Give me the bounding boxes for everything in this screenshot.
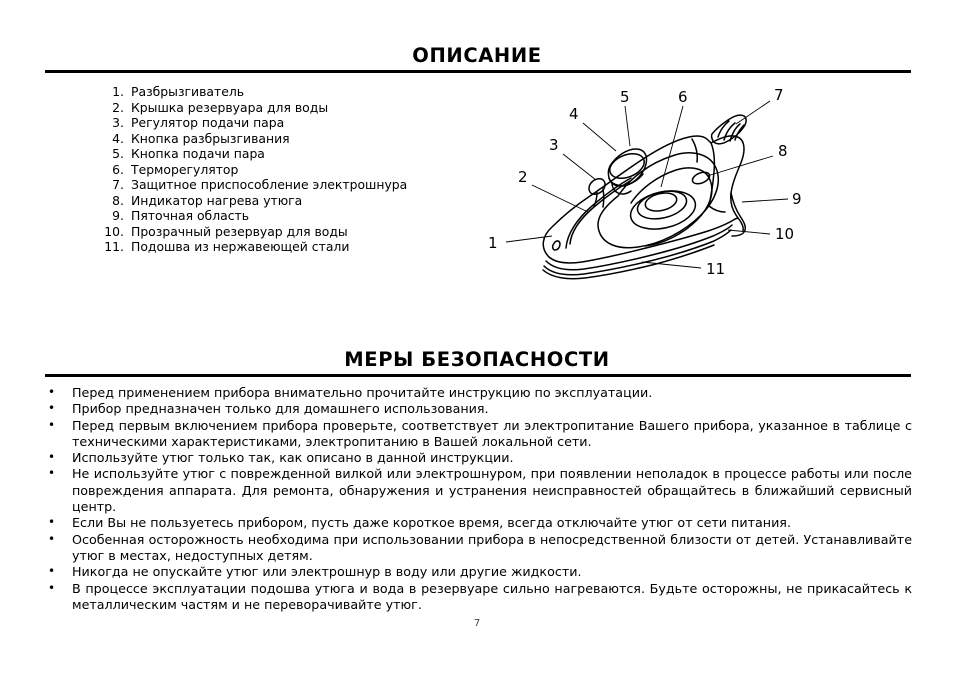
leader-line-2 (532, 185, 588, 212)
part-label: Защитное приспособление электрошнура (131, 177, 408, 193)
callout-label-10: 10 (775, 225, 795, 243)
part-number: 10. (104, 223, 124, 239)
callout-label-11: 11 (706, 260, 726, 278)
callout-label-5: 5 (620, 88, 630, 106)
callout-label-8: 8 (778, 142, 788, 160)
part-label: Регулятор подачи пара (131, 115, 285, 131)
callout-label-6: 6 (678, 88, 688, 106)
list-item: • Никогда не опускайте утюг или электрошнур в воду или другие жидкости. (44, 564, 912, 580)
part-label: Разбрызгиватель (131, 84, 245, 99)
callout-label-3: 3 (549, 136, 559, 154)
part-number: 7. (112, 177, 124, 193)
part-number: 1. (112, 84, 124, 99)
part-number: 5. (112, 146, 124, 162)
page-number: 7 (473, 618, 481, 629)
leader-line-3 (563, 154, 596, 180)
part-label: Подошва из нержавеющей стали (131, 239, 350, 255)
callout-label-4: 4 (569, 105, 579, 123)
part-number: 6. (112, 161, 124, 177)
list-item: • Особенная осторожность необходима при использовании прибора в непосредственной близости от детей. Устанавливайте утюг в местах, недоступных детям. (44, 532, 912, 565)
part-number: 9. (112, 208, 124, 224)
leader-line-10 (728, 230, 770, 234)
part-label: Кнопка подачи пара (131, 146, 265, 162)
list-item: • Перед первым включением прибора проверьте, соответствует ли электропитание Вашего прибора, указанное в таблице с техническими характеристиками, электропитанию в Вашей локальной сети. (44, 418, 912, 451)
callout-label-2: 2 (518, 168, 528, 186)
part-label: Кнопка разбрызгивания (131, 130, 290, 146)
part-label: Пяточная область (131, 208, 250, 224)
list-item (99, 193, 469, 209)
list-item: • Используйте утюг только так, как описано в данной инструкции. (44, 450, 912, 466)
list-item (99, 208, 469, 224)
list-item (99, 84, 469, 100)
leader-line-5 (625, 106, 630, 146)
section-heading-safety: МЕРЫ БЕЗОПАСНОСТИ (344, 348, 610, 371)
leader-line-4 (583, 123, 616, 151)
list-item (99, 146, 469, 162)
part-label: Терморегулятор (131, 161, 239, 177)
parts-legend-list (99, 84, 469, 255)
list-item (99, 100, 469, 116)
part-label: Индикатор нагрева утюга (131, 192, 303, 208)
list-item: • Не используйте утюг с поврежденной вилкой или электрошнуром, при появлении неполадок в процессе работы или после повреждения аппарата. Для ремонта, обнаружения и устранения неисправностей обращайтесь в ближайший сервисный центр. (44, 466, 912, 515)
part-number: 4. (112, 130, 124, 146)
list-item (99, 224, 469, 240)
steam-iron-diagram (470, 84, 954, 296)
list-item (99, 131, 469, 147)
part-number: 2. (112, 99, 124, 115)
leader-line-7 (736, 101, 770, 124)
list-item: • Перед применением прибора внимательно прочитайте инструкцию по эксплуатации. (44, 385, 912, 401)
part-number: 11. (104, 239, 124, 255)
list-item (99, 162, 469, 178)
part-label: Крышка резервуара для воды (131, 99, 329, 115)
safety-precautions-list (44, 385, 912, 613)
leader-line-1 (506, 236, 552, 242)
part-label: Прозрачный резервуар для воды (131, 223, 348, 239)
callout-label-7: 7 (774, 86, 784, 104)
heading-divider-safety (45, 374, 911, 377)
list-item: • Если Вы не пользуетесь прибором, пусть даже короткое время, всегда отключайте утюг от сети питания. (44, 515, 912, 531)
callout-label-1: 1 (488, 234, 498, 252)
part-number: 8. (112, 192, 124, 208)
section-heading-description: ОПИСАНИЕ (412, 44, 542, 67)
heading-divider-description (45, 70, 911, 73)
leader-line-8 (707, 156, 773, 176)
list-item (99, 177, 469, 193)
callout-label-9: 9 (792, 190, 802, 208)
list-item: • В процессе эксплуатации подошва утюга и вода в резервуаре сильно нагреваются. Будьте осторожны, не прикасайтесь к металлическим частям и не переворачивайте утюг. (44, 581, 912, 614)
part-number: 3. (112, 115, 124, 131)
list-item (99, 239, 469, 255)
list-item (99, 115, 469, 131)
list-item: • Прибор предназначен только для домашнего использования. (44, 401, 912, 417)
leader-line-9 (742, 199, 788, 202)
